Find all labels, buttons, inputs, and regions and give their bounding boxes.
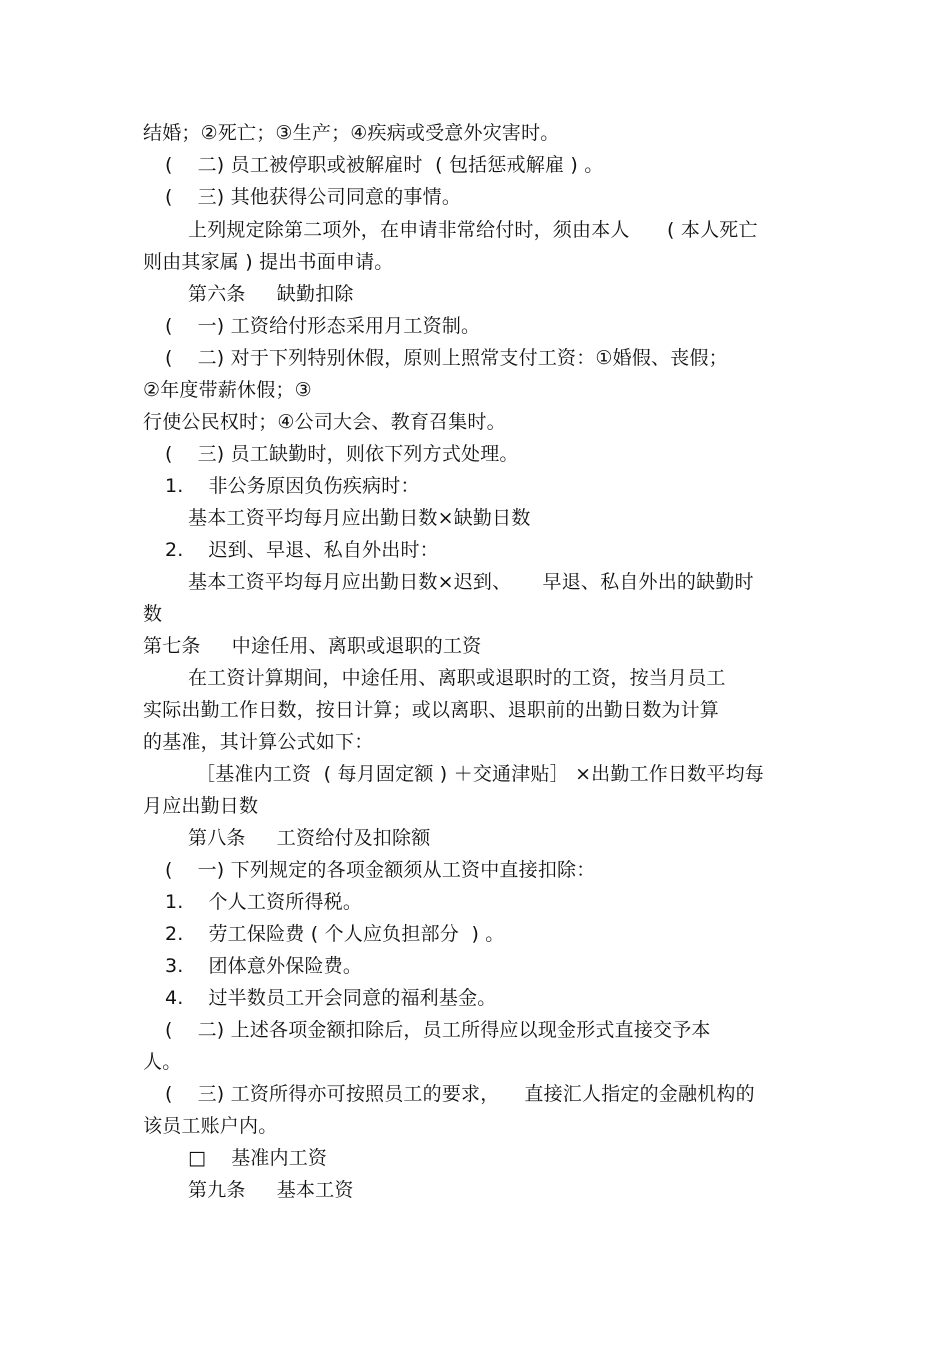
article-heading: 第六条 缺勤扣除 xyxy=(188,283,354,305)
list-item: 1. 个人工资所得税。 xyxy=(165,891,363,913)
text-line: 的基准，其计算公式如下： xyxy=(143,731,374,753)
formula-line: 基本工资平均每月应出勤日数×迟到、 早退、私自外出的缺勤时 xyxy=(188,571,754,593)
text-line: ②年度带薪休假；③ xyxy=(143,379,312,401)
text-line: ( 三) 员工缺勤时，则依下列方式处理。 xyxy=(165,443,519,465)
list-item: 2. 迟到、早退、私自外出时： xyxy=(165,539,439,561)
text-line: 行使公民权时；④公司大会、教育召集时。 xyxy=(143,411,506,433)
text-line: ( 一) 工资给付形态采用月工资制。 xyxy=(165,315,481,337)
text-line: 在工资计算期间，中途任用、离职或退职时的工资，按当月员工 xyxy=(188,667,726,689)
article-heading: 第八条 工资给付及扣除额 xyxy=(188,827,431,849)
list-item: 2. 劳工保险费 ( 个人应负担部分 ) 。 xyxy=(165,923,505,945)
formula-line: ［基准内工资 ( 每月固定额 ) ＋交通津贴］ ×出勤工作日数平均每 xyxy=(196,763,764,785)
text-line: 结婚；②死亡；③生产；④疾病或受意外灾害时。 xyxy=(143,122,560,144)
text-line: 月应出勤日数 xyxy=(143,795,259,817)
text-line: 数 xyxy=(143,603,163,625)
list-item: 4. 过半数员工开会同意的福利基金。 xyxy=(165,987,497,1009)
text-line: 人。 xyxy=(143,1051,182,1073)
list-item: 1. 非公务原因负伤疾病时： xyxy=(165,475,420,497)
list-item: 3. 团体意外保险费。 xyxy=(165,955,363,977)
text-line: ( 三) 工资所得亦可按照员工的要求， 直接汇人指定的金融机构的 xyxy=(165,1083,755,1105)
text-line: 实际出勤工作日数，按日计算；或以离职、退职前的出勤日数为计算 xyxy=(143,699,720,721)
article-heading: 第七条 中途任用、离职或退职的工资 xyxy=(143,635,482,657)
article-heading: 第九条 基本工资 xyxy=(188,1179,354,1201)
text-line: 该员工账户内。 xyxy=(143,1115,278,1137)
text-line: 则由其家属 ) 提出书面申请。 xyxy=(143,251,394,273)
text-line: ( 二) 员工被停职或被解雇时 ( 包括惩戒解雇 ) 。 xyxy=(165,154,604,176)
formula-line: 基本工资平均每月应出勤日数×缺勤日数 xyxy=(188,507,531,529)
text-line: ( 三) 其他获得公司同意的事情。 xyxy=(165,186,462,208)
section-heading: □ 基准内工资 xyxy=(188,1147,328,1169)
text-line: ( 二) 对于下列特别休假，原则上照常支付工资：①婚假、丧假； xyxy=(165,347,728,369)
text-line: 上列规定除第二项外，在申请非常给付时，须由本人 ( 本人死亡 xyxy=(188,219,758,241)
text-line: ( 二) 上述各项金额扣除后，员工所得应以现金形式直接交予本 xyxy=(165,1019,711,1041)
text-line: ( 一) 下列规定的各项金额须从工资中直接扣除： xyxy=(165,859,596,881)
